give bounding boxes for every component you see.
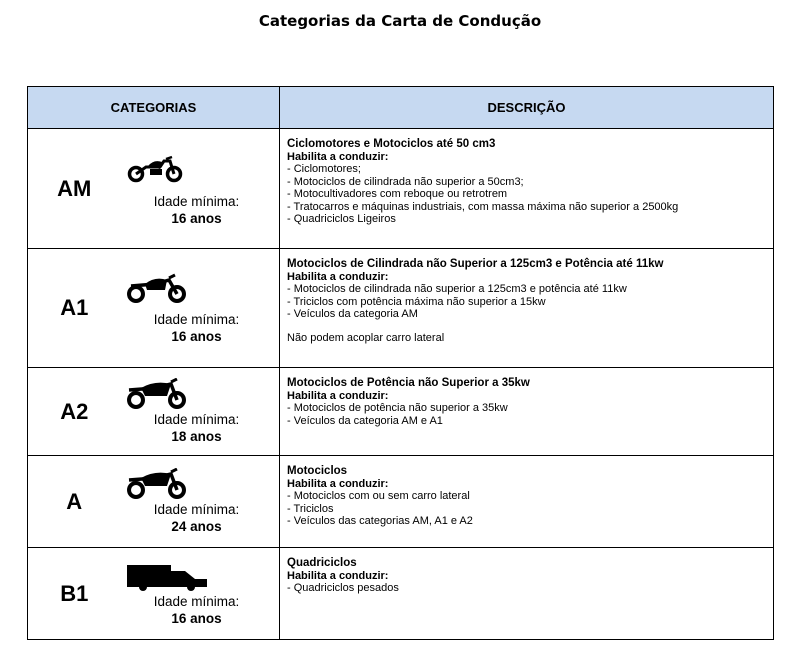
description-subtitle: Habilita a conduzir: — [287, 477, 389, 490]
page-title: Categorias da Carta de Condução — [258, 12, 542, 30]
age-label: Idade mínima: — [153, 594, 240, 609]
table-row — [28, 368, 774, 456]
age-value: 24 anos — [171, 519, 222, 534]
description-cell — [280, 368, 774, 456]
description-title: Motociclos de Potência não Superior a 35kw — [287, 377, 530, 389]
list-item: - Motocultivadores com reboque ou retrotrem — [287, 188, 508, 200]
description-title: Motociclos de Cilindrada não Superior a 125cm3 e Potência até 11kw — [287, 258, 664, 270]
category-code: A2 — [28, 368, 117, 456]
age-value: 16 anos — [171, 329, 222, 344]
description-list — [287, 163, 773, 226]
list-item: - Triciclos — [287, 502, 334, 515]
description-subtitle: Habilita a conduzir: — [287, 150, 389, 163]
list-item: - Motociclos com ou sem carro lateral — [287, 490, 470, 502]
age-label: Idade mínima: — [153, 502, 240, 517]
list-item: - Motociclos de potência não superior a 35kw — [287, 402, 508, 414]
category-code: A1 — [28, 249, 117, 368]
age-value: 16 anos — [171, 211, 222, 226]
list-item: - Quadriciclos Ligeiros — [287, 213, 396, 225]
description-cell — [280, 129, 774, 249]
description-list — [287, 490, 773, 528]
categories-table — [27, 86, 774, 640]
list-item: - Veículos das categorias AM, A1 e A2 — [287, 515, 473, 527]
icon-cell — [117, 368, 280, 456]
description-title: Motociclos — [287, 465, 348, 477]
list-item: - Triciclos com potência máxima não superior a 15kw — [287, 295, 546, 308]
table-row — [28, 129, 774, 249]
header-row — [28, 87, 774, 129]
list-item: - Motociclos de cilindrada não superior a 125cm3 e potência até 11kw — [287, 283, 627, 295]
age-label: Idade mínima: — [153, 312, 240, 327]
description-list — [287, 283, 773, 321]
icon-cell — [117, 129, 280, 249]
description-title: Ciclomotores e Motociclos até 50 cm3 — [287, 138, 496, 150]
list-item: - Ciclomotores; — [287, 163, 361, 175]
moped-icon — [126, 153, 186, 183]
icon-cell — [117, 249, 280, 368]
table-row — [28, 548, 774, 640]
description-cell — [280, 456, 774, 548]
age-label: Idade mínima: — [153, 194, 240, 209]
icon-cell — [117, 456, 280, 548]
age-label: Idade mínima: — [153, 412, 240, 427]
age-value: 18 anos — [171, 429, 222, 444]
category-code: A — [28, 456, 117, 548]
motorcycle-icon — [125, 272, 189, 304]
table-row — [28, 456, 774, 548]
description-list — [287, 582, 773, 595]
description-subtitle: Habilita a conduzir: — [287, 270, 389, 283]
description-subtitle: Habilita a conduzir: — [287, 389, 389, 402]
list-item: - Veículos da categoria AM e A1 — [287, 414, 443, 427]
list-item: - Veículos da categoria AM — [287, 308, 418, 320]
icon-cell — [117, 548, 280, 640]
motorcycle-icon — [125, 468, 189, 500]
header-categorias: CATEGORIAS — [28, 87, 280, 129]
pickup-truck-icon — [125, 561, 209, 591]
header-descricao: DESCRIÇÃO — [280, 87, 774, 129]
description-note: Não podem acoplar carro lateral — [287, 331, 445, 344]
list-item: - Tratocarros e máquinas industriais, com massa máxima não superior a 2500kg — [287, 200, 679, 213]
list-item: - Motociclos de cilindrada não superior a 50cm3; — [287, 175, 524, 188]
description-subtitle: Habilita a conduzir: — [287, 569, 389, 582]
description-title: Quadriciclos — [287, 557, 357, 569]
list-item: - Quadriciclos pesados — [287, 582, 399, 594]
table-row — [28, 249, 774, 368]
age-value: 16 anos — [171, 611, 222, 626]
description-list — [287, 402, 773, 427]
description-cell — [280, 249, 774, 368]
category-code: B1 — [28, 548, 117, 640]
motorcycle-icon — [125, 378, 189, 410]
description-cell — [280, 548, 774, 640]
category-code: AM — [28, 129, 117, 249]
